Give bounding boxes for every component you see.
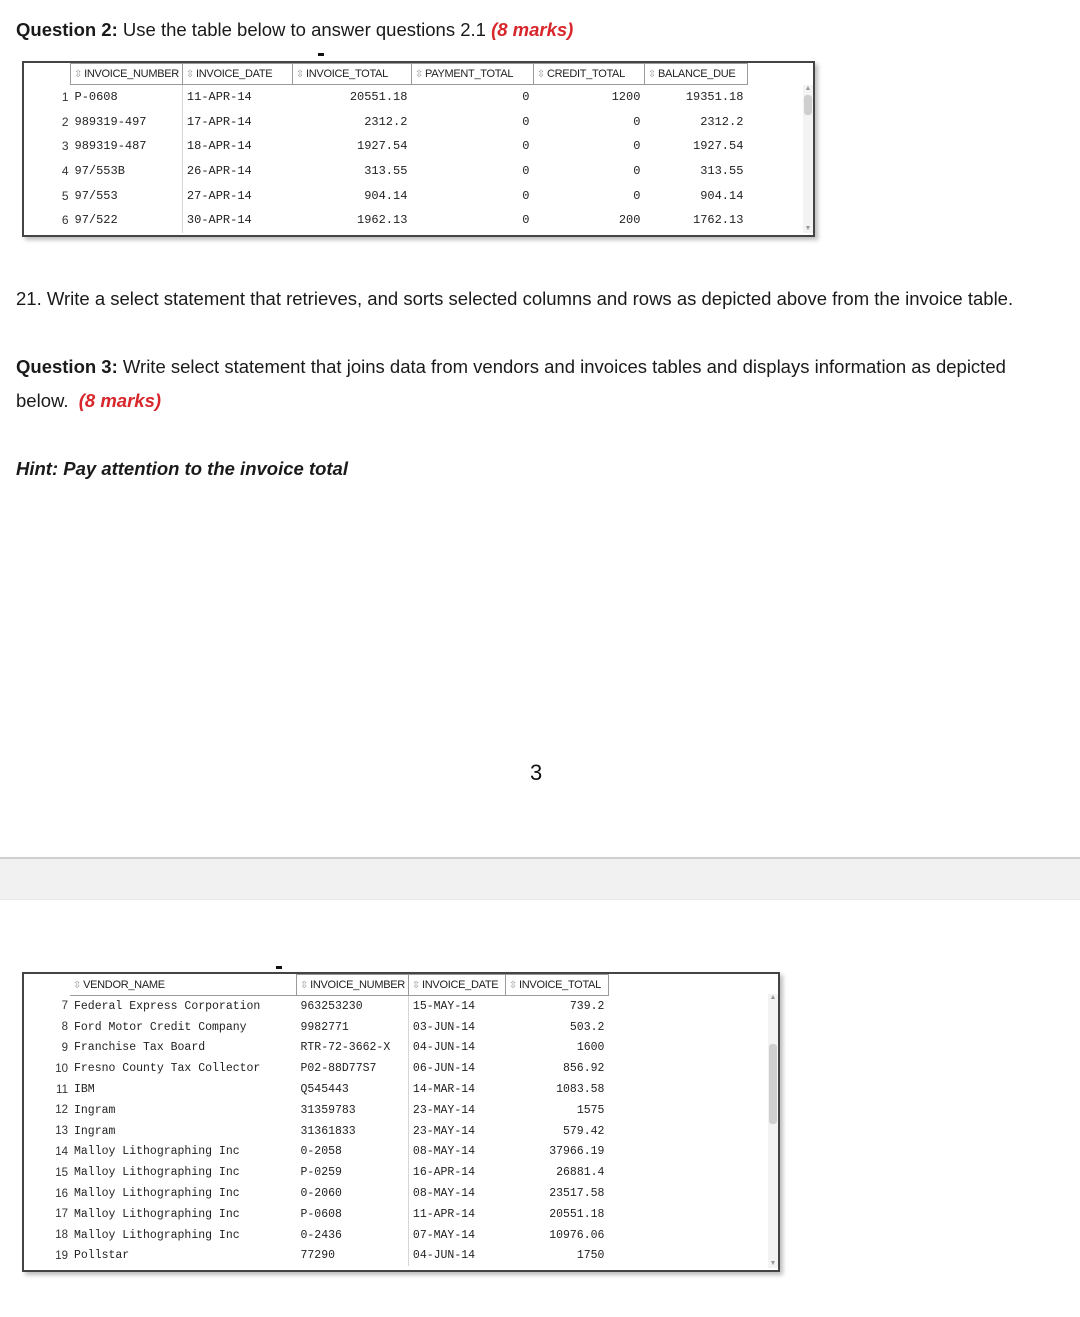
table-cell[interactable]: 07-MAY-14 [408,1225,505,1246]
row-number: 17 [55,1208,68,1221]
column-header[interactable]: ⇳ CREDIT_TOTAL [533,64,644,85]
scroll-down-icon[interactable]: ▼ [804,225,812,232]
table-row[interactable] [24,159,747,184]
table-row[interactable] [24,183,747,208]
table-row[interactable] [24,1100,608,1121]
row-number: 18 [55,1229,68,1242]
table-cell[interactable]: Federal Express Corporation [74,999,261,1013]
table-cell[interactable]: IBM [74,1083,95,1097]
table-row[interactable] [24,110,747,135]
rownum-header [24,64,71,85]
page-number: 3 [530,760,543,785]
table-cell[interactable]: 0 [522,213,530,228]
table-cell[interactable]: 904.14 [700,188,744,203]
table-cell[interactable]: 97/553B [74,164,125,179]
sort-icon[interactable]: ⇳ [508,980,518,991]
table-cell[interactable]: 26881.4 [556,1166,605,1180]
table-row[interactable] [24,134,747,159]
table-cell[interactable]: P02-88D77S7 [300,1062,377,1076]
question-3-text-cont: below. [16,390,69,411]
table-row[interactable] [24,1204,608,1225]
table-cell[interactable]: 26-APR-14 [182,159,292,184]
table-cell[interactable]: 200 [618,213,641,228]
table-cell[interactable]: 16-APR-14 [408,1162,505,1183]
table-cell[interactable]: 19351.18 [685,90,744,105]
table-cell[interactable]: 31361833 [300,1124,356,1138]
table-row[interactable] [24,1183,608,1204]
table-cell[interactable]: 17-APR-14 [182,110,292,135]
table-cell[interactable]: Malloy Lithographing Inc [74,1166,240,1180]
question-2-text: Use the table below to answer questions 2.1 [117,19,492,40]
question-3-text: Write select statement that joins data from vendors and invoices tables and displays information as depicted [117,356,1006,377]
table-cell[interactable]: 04-JUN-14 [408,1038,505,1059]
table-cell[interactable]: 856.92 [563,1062,605,1076]
table-cell[interactable]: 30-APR-14 [182,208,292,233]
row-number: 19 [55,1249,68,1262]
table-cell[interactable]: 1200 [611,90,641,105]
sort-icon[interactable]: ⇳ [411,980,421,991]
row-number: 1 [61,90,69,105]
table-cell[interactable]: Malloy Lithographing Inc [74,1207,240,1221]
table-cell[interactable]: Malloy Lithographing Inc [74,1187,240,1201]
row-number: 4 [61,164,69,179]
scroll-thumb[interactable] [769,1044,777,1124]
table-cell[interactable]: Pollstar [74,1249,130,1263]
header-row [24,64,747,85]
table-cell[interactable]: 15-MAY-14 [408,996,505,1017]
table-cell[interactable]: 0 [522,114,530,129]
table-cell[interactable]: 20551.18 [549,1207,605,1221]
row-number: 8 [61,1021,68,1034]
sort-icon[interactable]: ⇳ [300,980,309,991]
row-number: 15 [55,1166,68,1179]
question-2-heading [16,19,573,41]
row-number: 10 [55,1062,68,1075]
table-cell[interactable]: 0 [633,164,641,179]
table-cell[interactable]: 989319-487 [74,139,147,154]
table-row[interactable] [24,1142,608,1163]
table-cell[interactable]: 08-MAY-14 [408,1183,505,1204]
table-cell[interactable]: 2312.2 [700,114,744,129]
sort-icon[interactable]: ⇳ [295,69,305,80]
vendor-invoice-table [24,974,609,1266]
table-cell[interactable]: 31359783 [300,1103,356,1117]
sort-icon[interactable]: ⇳ [185,69,195,80]
table-cell[interactable]: RTR-72-3662-X [300,1041,391,1055]
table-cell[interactable]: 23-MAY-14 [408,1121,505,1142]
scroll-up-icon[interactable]: ▲ [769,994,777,1001]
sort-icon[interactable]: ⇳ [414,69,424,80]
column-header[interactable]: ⇳ INVOICE_DATE [408,975,505,996]
table-row[interactable] [24,1058,608,1079]
table-cell[interactable]: 2312.2 [364,114,408,129]
column-header[interactable]: ⇳ VENDOR_NAME [70,975,297,996]
table-cell[interactable]: 1927.54 [693,139,744,154]
table-cell[interactable]: 23517.58 [549,1187,605,1201]
table-cell[interactable]: 0-2058 [300,1145,342,1159]
row-number: 2 [61,114,69,129]
table-cell[interactable]: 14-MAR-14 [408,1079,505,1100]
column-header[interactable]: ⇳ INVOICE_DATE [182,64,292,85]
table-cell[interactable]: 904.14 [364,188,408,203]
table-cell[interactable]: 03-JUN-14 [408,1017,505,1038]
table-cell[interactable]: 11-APR-14 [408,1204,505,1225]
row-number: 14 [55,1145,68,1158]
question-3-heading-line2 [16,390,161,412]
row-number: 9 [61,1041,68,1054]
table-cell[interactable]: Ingram [74,1103,116,1117]
table-cell[interactable]: Franchise Tax Board [74,1041,206,1055]
table-cell[interactable]: 313.55 [700,164,744,179]
table-cell[interactable]: 963253230 [300,999,363,1013]
table-cell[interactable]: Ingram [74,1124,116,1138]
row-number: 3 [61,139,69,154]
sort-icon[interactable]: ⇳ [74,69,83,80]
table-cell[interactable]: 9982771 [300,1020,349,1034]
table-cell[interactable]: 989319-497 [74,114,147,129]
table-cell[interactable]: Ford Motor Credit Company [74,1020,247,1034]
vertical-scrollbar[interactable] [803,85,813,233]
table-cell[interactable]: 0 [522,188,530,203]
column-header[interactable]: ⇳ PAYMENT_TOTAL [411,64,533,85]
table-cell[interactable]: P-0608 [300,1207,342,1221]
table-cell[interactable]: 1962.13 [357,213,408,228]
table-cell[interactable]: Malloy Lithographing Inc [74,1228,240,1242]
sort-icon[interactable]: ⇳ [536,69,546,80]
table-cell[interactable]: 97/522 [74,213,118,228]
table-cell[interactable]: 739.2 [569,999,605,1013]
invoice-results-grid[interactable] [22,61,815,237]
table-row[interactable] [24,208,747,233]
rownum-header [24,975,70,996]
scroll-down-icon[interactable]: ▼ [769,1260,777,1267]
row-number: 16 [55,1187,68,1200]
table-cell[interactable]: 0 [633,188,641,203]
sort-icon[interactable]: ⇳ [73,979,82,991]
table-cell[interactable]: 0-2436 [300,1228,342,1242]
row-number: 6 [61,213,69,228]
table-cell[interactable]: 579.42 [563,1124,605,1138]
question-2-label: Question 2: [16,19,118,40]
table-row[interactable] [24,85,747,110]
table-cell[interactable]: 06-JUN-14 [408,1058,505,1079]
table-cell[interactable]: P-0259 [300,1166,342,1180]
table-cell[interactable]: 1600 [576,1041,605,1055]
row-number: 7 [61,1000,68,1013]
table-cell[interactable]: 77290 [300,1249,336,1263]
table-row[interactable] [24,1246,608,1267]
table-cell[interactable]: 20551.18 [349,90,408,105]
table-cell[interactable]: 0 [522,90,530,105]
question-3-marks: (8 marks) [78,390,162,411]
table-cell[interactable]: 0 [633,139,641,154]
table-row[interactable] [24,1079,608,1100]
question-3-heading-line1 [16,356,1006,378]
table-row[interactable] [24,1038,608,1059]
cursor-tick [318,53,324,56]
question-3-label: Question 3: [16,356,118,377]
table-cell[interactable]: 10976.06 [549,1228,605,1242]
table-cell[interactable]: 0 [633,114,641,129]
table-row[interactable] [24,1162,608,1183]
row-number: 5 [61,188,69,203]
table-cell[interactable]: 11-APR-14 [182,85,292,110]
column-header[interactable]: ⇳ INVOICE_TOTAL [292,64,411,85]
table-cell[interactable]: 313.55 [364,164,408,179]
table-cell[interactable]: 23-MAY-14 [408,1100,505,1121]
instruction-21: 21. Write a select statement that retrieves, and sorts selected columns and rows as depicted above from the invoice table. [16,288,1014,309]
table-cell[interactable]: 1575 [576,1103,605,1117]
row-number: 11 [56,1083,68,1096]
column-header[interactable]: ⇳ INVOICE_NUMBER [71,64,183,85]
table-cell[interactable]: 08-MAY-14 [408,1142,505,1163]
table-cell[interactable]: 1762.13 [693,213,744,228]
table-cell[interactable]: 18-APR-14 [182,134,292,159]
table-cell[interactable]: 97/553 [74,188,118,203]
column-header[interactable]: ⇳ BALANCE_DUE [644,64,747,85]
scroll-up-icon[interactable]: ▲ [804,85,812,92]
table-cell[interactable]: Malloy Lithographing Inc [74,1145,240,1159]
question-2-marks: (8 marks) [491,19,574,40]
table-cell[interactable]: 0-2060 [300,1187,342,1201]
column-header[interactable]: ⇳ INVOICE_TOTAL [505,975,608,996]
table-cell[interactable]: 37966.19 [549,1145,605,1159]
table-cell[interactable]: 503.2 [569,1020,605,1034]
table-cell[interactable]: 27-APR-14 [182,183,292,208]
table-cell[interactable]: 0 [522,164,530,179]
scroll-thumb[interactable] [804,95,812,115]
page-break [0,857,1080,900]
table-row[interactable] [24,1225,608,1246]
row-number: 12 [55,1104,68,1117]
table-row[interactable] [24,1121,608,1142]
table-cell[interactable]: 0 [522,139,530,154]
table-cell[interactable]: 04-JUN-14 [408,1246,505,1267]
table-cell[interactable]: 1750 [576,1249,605,1263]
vertical-scrollbar[interactable] [768,994,778,1268]
table-row[interactable] [24,996,608,1017]
header-row [24,975,608,996]
cursor-tick [276,966,282,969]
table-cell[interactable]: Fresno County Tax Collector [74,1062,261,1076]
table-cell[interactable]: 1927.54 [357,139,408,154]
invoice-results-table [24,63,748,233]
table-cell[interactable]: Q545443 [300,1083,349,1097]
row-number: 13 [55,1125,68,1138]
table-row[interactable] [24,1017,608,1038]
table-cell[interactable]: P-0608 [74,90,118,105]
column-header[interactable]: ⇳ INVOICE_NUMBER [297,975,409,996]
sort-icon[interactable]: ⇳ [647,69,657,80]
vendor-invoice-grid[interactable] [22,972,780,1272]
hint-text: Hint: Pay attention to the invoice total [16,458,348,479]
table-cell[interactable]: 1083.58 [556,1083,605,1097]
